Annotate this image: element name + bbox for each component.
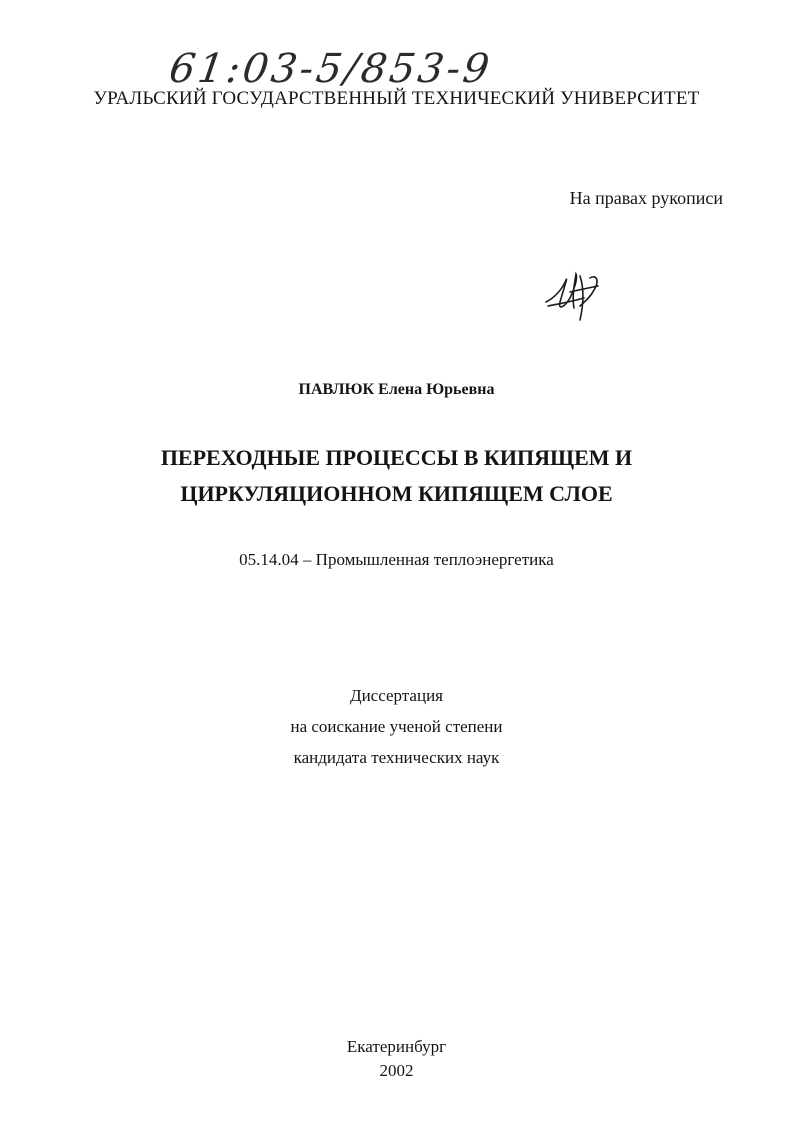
- handwritten-archive-code: [166, 38, 540, 93]
- dissertation-title: [0, 440, 793, 512]
- degree-line-1: Диссертация: [349, 686, 443, 705]
- degree-block: [0, 680, 793, 773]
- author-name: ПАВЛЮК Елена Юрьевна: [298, 381, 495, 398]
- year: 2002: [379, 1061, 414, 1080]
- rights-note: На правах рукописи: [569, 188, 723, 208]
- handwritten-code-text: 61:03-5/853-9: [166, 46, 495, 92]
- university-name: УРАЛЬСКИЙ ГОСУДАРСТВЕННЫЙ ТЕХНИЧЕСКИЙ УНИВЕРСИТЕТ: [93, 88, 700, 109]
- place-and-year: [0, 1035, 793, 1083]
- degree-line-3: кандидата технических наук: [293, 748, 500, 767]
- signature: [540, 268, 610, 328]
- title-line-1: ПЕРЕХОДНЫЕ ПРОЦЕССЫ В КИПЯЩЕМ И: [160, 445, 633, 470]
- city: Екатеринбург: [346, 1037, 447, 1056]
- degree-line-2: на соискание ученой степени: [290, 717, 503, 736]
- title-line-2: ЦИРКУЛЯЦИОННОМ КИПЯЩЕМ СЛОЕ: [180, 481, 613, 506]
- specialty-code: 05.14.04 – Промышленная теплоэнергетика: [239, 550, 554, 569]
